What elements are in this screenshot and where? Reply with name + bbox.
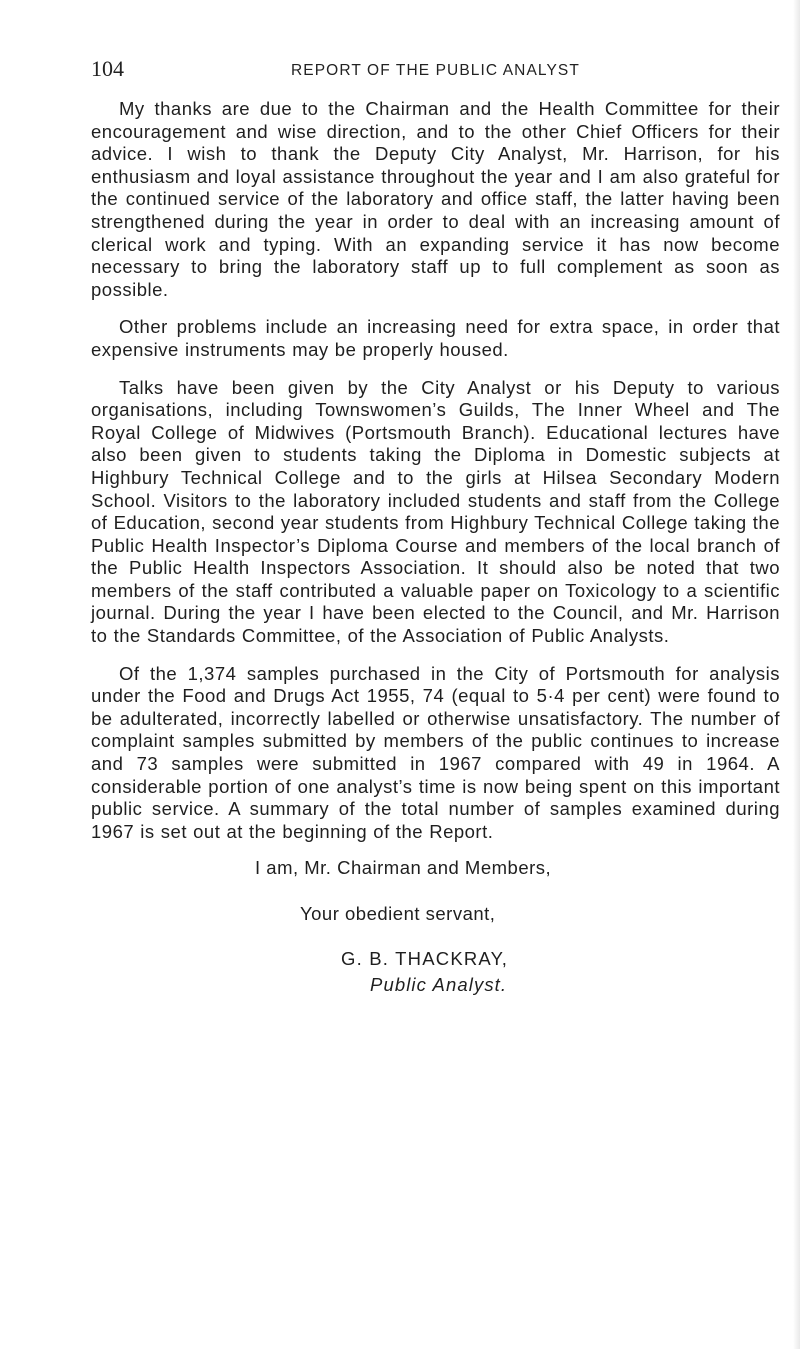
paragraph-space-problems: Other problems include an increasing need for extra space, in order that expensive instruments may be properly housed. — [91, 316, 780, 360]
paragraph-acknowledgements: My thanks are due to the Chairman and the Health Committee for their encouragement and wise direction, and to the other Chief Officers for their advice. I wish to thank the Deputy City Analyst, Mr. Harrison, for his enthusiasm and loyal assistance throughout the year and I am also grateful for the continued service of the laboratory and office staff, the latter having been strengthened during the year in order to deal with an increasing amount of clerical work and typing. With an expanding service it has now become necessary to bring the laboratory staff up to full complement as soon as possible. — [91, 98, 780, 300]
signatory-name: G. B. THACKRAY, — [341, 948, 509, 969]
closing-salutation: I am, Mr. Chairman and Members, — [255, 857, 552, 878]
paragraph-talks-and-visitors: Talks have been given by the City Analyst or his Deputy to various organisations, including Townswomen’s Guilds, The Inner Wheel and The Royal College of Midwives (Portsmouth Branch). Educational lectures have also been given to students taking the Diploma in Domestic subjects at Highbury Technical College and to the girls at Hilsea Secondary Modern School. Visitors to the laboratory included students and staff from the College of Education, second year students from Highbury Technical College taking the Public Health Inspector’s Diploma Course and members of the local branch of the Public Health Inspectors Association. It should also be noted that two members of the staff contributed a valuable paper on Toxicology to a scientific journal. During the year I have been elected to the Council, and Mr. Harrison to the Standards Committee, of the Association of Public Analysts. — [91, 376, 780, 647]
paragraph-samples-summary: Of the 1,374 samples purchased in the City of Portsmouth for analysis under the Food and Drugs Act 1955, 74 (equal to 5·4 per cent) were found to be adulterated, incorrectly labelled or otherwise unsatisfactory. The number of complaint samples submitted by members of the public continues to increase and 73 samples were submitted in 1967 compared with 49 in 1964. A considerable portion of one analyst’s time is now being spent on this important public service. A summary of the total number of samples examined during 1967 is set out at the beginning of the Report. — [91, 662, 780, 842]
page-edge-shadow — [793, 0, 800, 1349]
page-header — [91, 56, 780, 84]
page-number: 104 — [91, 56, 124, 81]
report-body — [91, 98, 780, 858]
closing-valediction: Your obedient servant, — [300, 903, 496, 924]
signatory-title: Public Analyst. — [370, 974, 508, 995]
running-head: REPORT OF THE PUBLIC ANALYST — [291, 62, 580, 79]
